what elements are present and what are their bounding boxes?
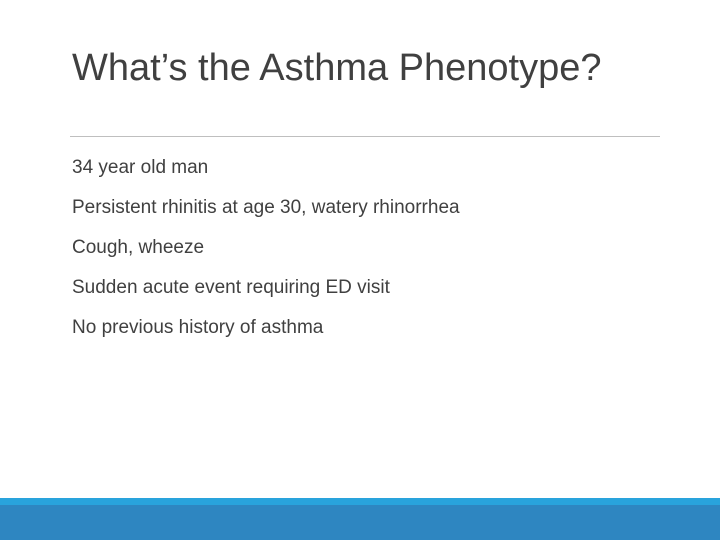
footer-accent-stripe: [0, 498, 720, 505]
bullet-item: Cough, wheeze: [72, 237, 205, 258]
bullet-item: Sudden acute event requiring ED visit: [72, 277, 390, 298]
bullet-item: 34 year old man: [72, 157, 209, 178]
bullet-item: No previous history of asthma: [72, 317, 324, 338]
slide-title: What’s the Asthma Phenotype?: [72, 47, 602, 89]
title-divider: [70, 136, 660, 137]
bullet-item: Persistent rhinitis at age 30, watery rhinorrhea: [72, 197, 460, 218]
footer-bar: [0, 498, 720, 540]
bullet-list: [72, 148, 460, 348]
